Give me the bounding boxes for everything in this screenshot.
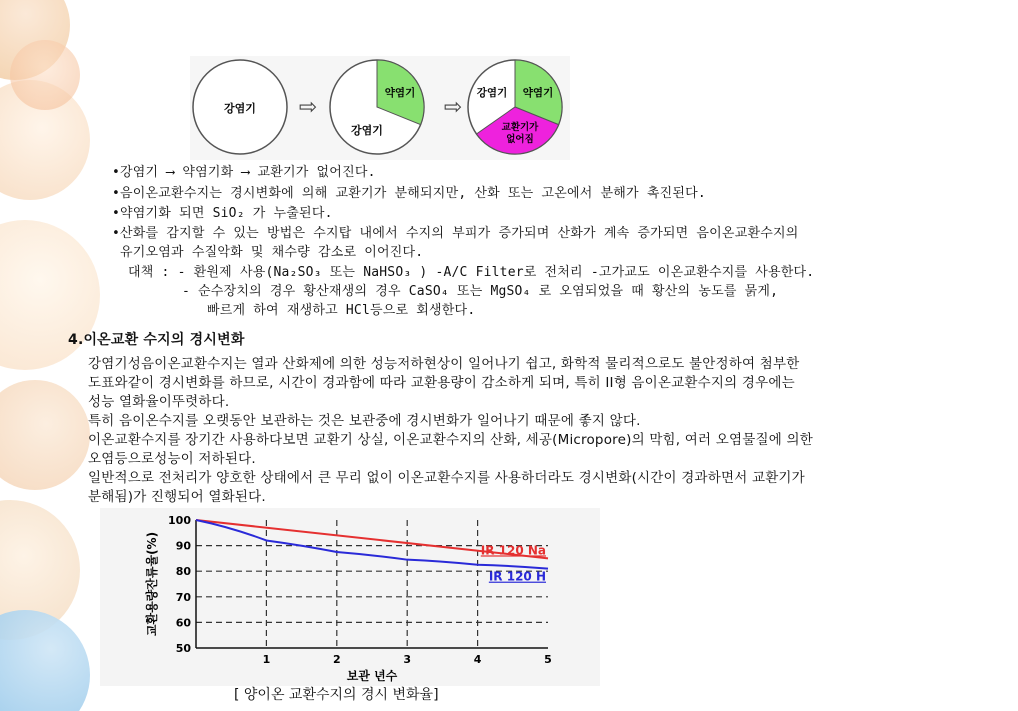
x-tick-label: 1 xyxy=(262,653,271,666)
x-axis-label: 보관 년수 xyxy=(346,669,398,683)
retention-line-chart xyxy=(100,508,600,686)
y-tick-label: 70 xyxy=(175,590,191,604)
bullet-4-line-1: •산화를 감지할 수 있는 방법은 수지탑 내에서 수지의 부피가 증가되며 산화가 계속 증가되면 음이온교환수지의 xyxy=(112,226,799,241)
circle3-lost-label-2: 없어짐 xyxy=(506,134,534,145)
circle-lost-exchange xyxy=(468,60,562,154)
paragraph-1-line-1: 강염기성음이온교환수지는 열과 산화제에 의한 성능저하현상이 일어나기 쉽고, 화학적 물리적으로도 불안정하여 첨부한 xyxy=(88,356,800,372)
x-tick-label: 4 xyxy=(473,653,482,666)
countermeasure-line-3: 빠르게 하여 재생하고 HCl등으로 회생한다. xyxy=(207,303,476,318)
circle2-weak-label: 약염기 xyxy=(384,87,416,99)
paragraph-2: 특히 음이온수지를 오랫동안 보관하는 것은 보관중에 경시변화가 일어나기 때문에 좋지 않다. xyxy=(88,413,641,429)
bullet-1: •강염기 ⟶ 약염기화 ⟶ 교환기가 없어진다. xyxy=(112,165,376,180)
section-heading: 4.이온교환 수지의 경시변화 xyxy=(68,332,245,348)
y-tick-label: 100 xyxy=(168,514,191,527)
bullet-2: •음이온교환수지는 경시변화에 의해 교환기가 분해되지만, 산화 또는 고온에서 분해가 촉진된다. xyxy=(112,186,706,201)
x-tick-label: 5 xyxy=(544,653,552,666)
circle-strong-base xyxy=(193,60,287,154)
arrow-right-icon: ⇨ xyxy=(443,95,463,120)
countermeasure-line-1: 대책 : - 환원제 사용(Na₂SO₃ 또는 NaHSO₃ ) -A/C Filter로 전처리 -고가교도 이온교환수지를 사용한다. xyxy=(128,265,815,280)
paragraph-3-line-2: 오염등으로성능이 저하된다. xyxy=(88,451,256,467)
y-axis-label: 교환용량잔류율(%) xyxy=(145,531,159,637)
circle3-strong-label: 강염기 xyxy=(476,87,508,99)
degradation-diagram xyxy=(190,56,570,160)
y-tick-label: 80 xyxy=(175,565,191,579)
y-tick-label: 90 xyxy=(175,539,191,553)
paragraph-1-line-2: 도표와같이 경시변화를 하므로, 시간이 경과함에 따라 교환용량이 감소하게 되며, 특히 II형 음이온교환수지의 경우에는 xyxy=(88,375,795,391)
circle3-lost-label-1: 교환기가 xyxy=(501,122,539,133)
paragraph-1-line-3: 성능 열화율이뚜렷하다. xyxy=(88,394,230,410)
bullet-3: •약염기화 되면 SiO₂ 가 누출된다. xyxy=(112,206,333,221)
paragraph-3-line-1: 이온교환수지를 장기간 사용하다보면 교환기 상실, 이온교환수지의 산화, 세공(Micropore)의 막힘, 여러 오염물질에 의한 xyxy=(88,432,813,448)
x-tick-label: 2 xyxy=(332,653,341,666)
x-tick-label: 3 xyxy=(403,653,412,666)
series-label: IR 120 H xyxy=(488,569,546,584)
y-tick-label: 50 xyxy=(175,642,191,655)
circle3-weak-label: 약염기 xyxy=(522,87,554,99)
countermeasure-line-2: - 순수장치의 경우 황산재생의 경우 CaSO₄ 또는 MgSO₄ 로 오염되었을 때 황산의 농도를 묽게, xyxy=(182,284,779,299)
chart-caption: [ 양이온 교환수지의 경시 변화율] xyxy=(234,687,439,703)
bullet-4-line-2: 유기오염과 수질악화 및 채수량 감소로 이어진다. xyxy=(120,245,424,260)
circle1-label: 강염기 xyxy=(224,102,256,115)
circle-partial-weak-base xyxy=(330,60,424,154)
y-tick-label: 60 xyxy=(175,616,191,630)
paragraph-4-line-2: 분해됨)가 진행되어 열화된다. xyxy=(88,489,266,505)
arrow-right-icon: ⇨ xyxy=(298,95,318,120)
circle2-strong-label: 강염기 xyxy=(351,124,383,137)
paragraph-4-line-1: 일반적으로 전처리가 양호한 상태에서 큰 무리 없이 이온교환수지를 사용하더라도 경시변화(시간이 경과하면서 교환기가 xyxy=(88,470,805,486)
series-label: IR 120 Na xyxy=(480,543,546,558)
